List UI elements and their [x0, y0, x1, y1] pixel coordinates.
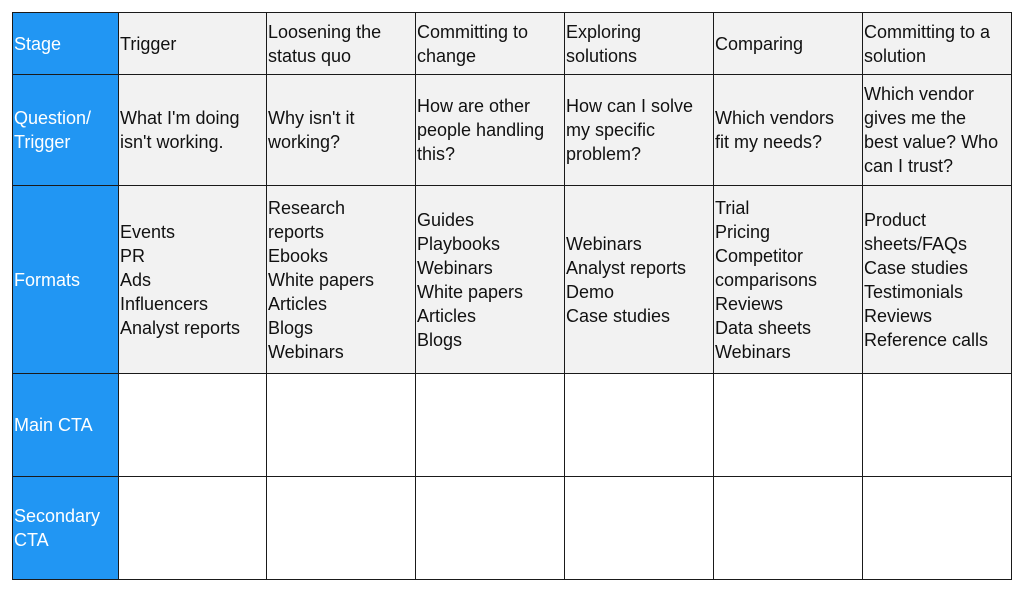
format-item: Research: [268, 197, 346, 218]
stage-text: Loosening the: [268, 21, 382, 42]
format-item: sheets/FAQs: [864, 233, 968, 254]
format-item: Product: [864, 209, 927, 230]
stage-cell-trigger: [119, 13, 267, 75]
main-cta-row: [13, 374, 1012, 477]
question-text: How are other: [417, 96, 531, 116]
stage-cell-exploring: [565, 13, 714, 75]
question-cell-comparing: [714, 75, 863, 186]
format-item: Case studies: [566, 305, 671, 326]
secondary-cta-label: Secondary: [14, 506, 101, 526]
format-item: PR: [120, 245, 146, 266]
secondary-cta-cell-committing-solution: [863, 477, 1012, 580]
stage-label: Stage: [14, 33, 62, 54]
question-label: Trigger: [14, 132, 71, 152]
secondary-cta-cell-committing-change: [416, 477, 565, 580]
formats-cell-exploring: [565, 186, 714, 374]
main-cta-label: Main CTA: [14, 415, 93, 435]
question-text: my specific: [566, 120, 656, 140]
formats-cell-comparing: [714, 186, 863, 374]
formats-cell-loosening: [267, 186, 416, 374]
stage-row: [13, 13, 1012, 75]
stage-text: Exploring: [566, 21, 642, 42]
format-item: Competitor: [715, 245, 804, 266]
format-item: Testimonials: [864, 281, 964, 302]
stage-cell-committing-solution: [863, 13, 1012, 75]
format-item: Articles: [268, 293, 328, 314]
question-text: this?: [417, 144, 456, 164]
format-item: Trial: [715, 197, 750, 218]
stage-text: Comparing: [715, 33, 804, 54]
question-text: gives me the: [864, 108, 967, 128]
main-cta-cell-comparing: [714, 374, 863, 477]
format-item: Influencers: [120, 293, 209, 314]
formats-label: Formats: [14, 269, 81, 290]
format-item: Reviews: [715, 293, 784, 314]
question-text: Which vendor: [864, 84, 975, 104]
formats-cell-trigger: [119, 186, 267, 374]
question-text: What I'm doing: [120, 108, 240, 128]
stage-text: Committing to a: [864, 21, 991, 42]
format-item: Pricing: [715, 221, 771, 242]
stage-cell-comparing: [714, 13, 863, 75]
question-text: best value? Who: [864, 132, 999, 152]
format-item: Guides: [417, 209, 475, 230]
stage-cell-loosening: [267, 13, 416, 75]
question-row: [13, 75, 1012, 186]
question-text: isn't working.: [120, 132, 224, 152]
format-item: Events: [120, 221, 176, 242]
question-text: How can I solve: [566, 96, 694, 116]
main-cta-cell-committing-change: [416, 374, 565, 477]
question-text: working?: [268, 132, 341, 152]
format-item: Reviews: [864, 305, 933, 326]
question-text: fit my needs?: [715, 132, 823, 152]
stage-text: solution: [864, 45, 927, 66]
question-text: Why isn't it: [268, 108, 355, 128]
format-item: Demo: [566, 281, 615, 302]
question-label-cell: [13, 75, 119, 186]
format-item: Webinars: [268, 341, 344, 362]
format-item: Analyst reports: [566, 257, 687, 278]
format-item: comparisons: [715, 269, 818, 290]
question-cell-committing-solution: [863, 75, 1012, 186]
main-cta-label-cell: [13, 374, 119, 477]
format-item: Analyst reports: [120, 317, 241, 338]
formats-cell-committing-solution: [863, 186, 1012, 374]
question-text: Which vendors: [715, 108, 835, 128]
question-label: Question/: [14, 108, 92, 128]
stage-text: Trigger: [120, 33, 177, 54]
secondary-cta-cell-trigger: [119, 477, 267, 580]
format-item: Articles: [417, 305, 477, 326]
main-cta-cell-trigger: [119, 374, 267, 477]
question-text: can I trust?: [864, 156, 954, 176]
format-item: Playbooks: [417, 233, 501, 254]
question-cell-loosening: [267, 75, 416, 186]
stage-text: change: [417, 45, 477, 66]
secondary-cta-cell-loosening: [267, 477, 416, 580]
format-item: Webinars: [715, 341, 791, 362]
question-cell-exploring: [565, 75, 714, 186]
main-cta-cell-committing-solution: [863, 374, 1012, 477]
secondary-cta-label: CTA: [14, 530, 49, 550]
format-item: Reference calls: [864, 329, 989, 350]
format-item: Blogs: [268, 317, 314, 338]
main-cta-cell-exploring: [565, 374, 714, 477]
format-item: Case studies: [864, 257, 969, 278]
stage-text: Committing to: [417, 21, 529, 42]
stage-cell-committing-change: [416, 13, 565, 75]
question-text: people handling: [417, 120, 545, 140]
format-item: Blogs: [417, 329, 463, 350]
secondary-cta-cell-exploring: [565, 477, 714, 580]
format-item: Data sheets: [715, 317, 812, 338]
formats-label-cell: [13, 186, 119, 374]
question-cell-committing-change: [416, 75, 565, 186]
secondary-cta-cell-comparing: [714, 477, 863, 580]
formats-cell-committing-change: [416, 186, 565, 374]
format-item: Webinars: [566, 233, 642, 254]
formats-row: [13, 186, 1012, 374]
stage-text: status quo: [268, 45, 352, 66]
journey-table: [12, 12, 1012, 580]
format-item: reports: [268, 221, 325, 242]
stage-label-cell: [13, 13, 119, 75]
format-item: White papers: [417, 281, 524, 302]
secondary-cta-row: [13, 477, 1012, 580]
format-item: Ads: [120, 269, 152, 290]
secondary-cta-label-cell: [13, 477, 119, 580]
format-item: Ebooks: [268, 245, 329, 266]
question-cell-trigger: [119, 75, 267, 186]
main-cta-cell-loosening: [267, 374, 416, 477]
stage-text: solutions: [566, 45, 638, 66]
format-item: White papers: [268, 269, 375, 290]
question-text: problem?: [566, 144, 642, 164]
format-item: Webinars: [417, 257, 493, 278]
